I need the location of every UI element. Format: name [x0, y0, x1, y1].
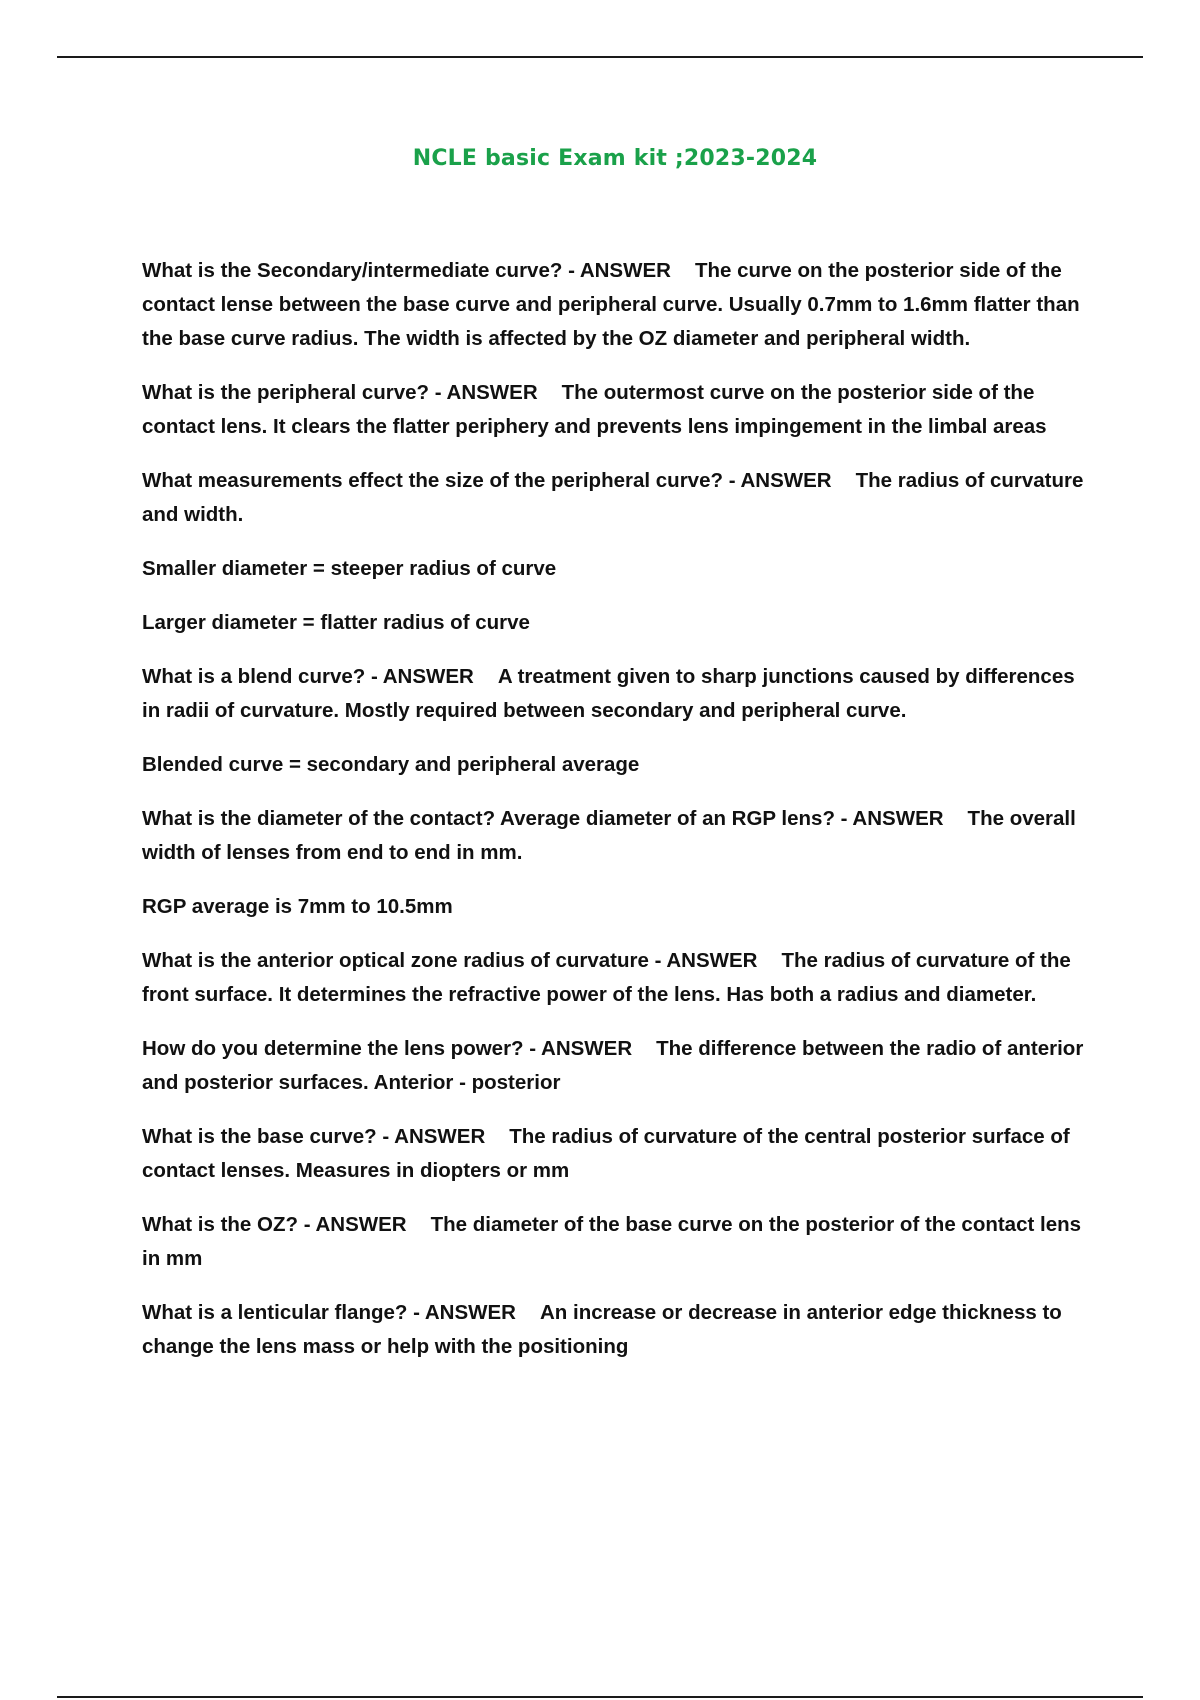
qa-entry — [142, 376, 1087, 444]
question-text: What is the base curve? - ANSWER — [142, 1125, 486, 1148]
question-text: What is the Secondary/intermediate curve? - ANSWER — [142, 259, 671, 282]
note-line: Blended curve = secondary and peripheral average — [142, 753, 640, 776]
answer-text: The radius of curvature of the central posterior surface of contact lenses. Measures in diopters or mm — [142, 1125, 1070, 1182]
document-title: NCLE basic Exam kit ;2023-2024 — [412, 146, 818, 171]
question-text: What is the peripheral curve? - ANSWER — [142, 381, 538, 404]
answer-text: The difference between the radio of anterior and posterior surfaces. Anterior - posterior — [142, 1037, 1084, 1094]
note-line: Smaller diameter = steeper radius of curve — [142, 557, 557, 580]
qa-entry — [142, 660, 1087, 728]
qa-entry — [142, 1208, 1087, 1276]
answer-text: The radius of curvature and width. — [142, 469, 1084, 526]
question-text: What measurements effect the size of the peripheral curve? - ANSWER — [142, 469, 832, 492]
qa-entry — [142, 1296, 1087, 1364]
qa-entry — [142, 464, 1087, 532]
answer-text: An increase or decrease in anterior edge thickness to change the lens mass or help with the positioning — [142, 1301, 1062, 1358]
answer-text: The radius of curvature of the front surface. It determines the refractive power of the lens. Has both a radius and diameter. — [142, 949, 1071, 1006]
footer-rule — [57, 1696, 1143, 1698]
question-text: What is the diameter of the contact? Average diameter of an RGP lens? - ANSWER — [142, 807, 944, 830]
qa-entry — [142, 1120, 1087, 1188]
answer-text: The overall width of lenses from end to end in mm. — [142, 807, 1076, 864]
qa-entry — [142, 1032, 1087, 1100]
answer-text: The outermost curve on the posterior side of the contact lens. It clears the flatter periphery and prevents lens impingement in the limbal areas — [142, 381, 1047, 438]
header-rule — [57, 56, 1143, 58]
note-line: RGP average is 7mm to 10.5mm — [142, 895, 453, 918]
question-text: What is the anterior optical zone radius of curvature - ANSWER — [142, 949, 758, 972]
question-text: What is the OZ? - ANSWER — [142, 1213, 407, 1236]
qa-entry — [142, 802, 1087, 870]
question-text: What is a blend curve? - ANSWER — [142, 665, 474, 688]
question-text: How do you determine the lens power? - ANSWER — [142, 1037, 633, 1060]
answer-text: A treatment given to sharp junctions caused by differences in radii of curvature. Mostly required between secondary and peripheral curve. — [142, 665, 1075, 722]
document-body — [142, 254, 1087, 1384]
answer-text: The diameter of the base curve on the posterior of the contact lens in mm — [142, 1213, 1082, 1270]
question-text: What is a lenticular flange? - ANSWER — [142, 1301, 516, 1324]
qa-entry — [142, 254, 1087, 356]
answer-text: The curve on the posterior side of the contact lense between the base curve and peripheral curve. Usually 0.7mm to 1.6mm flatter than the base curve radius. The width is affected by the OZ diameter and peripheral width. — [142, 259, 1080, 350]
note-line: Larger diameter = flatter radius of curve — [142, 611, 530, 634]
qa-entry — [142, 944, 1087, 1012]
